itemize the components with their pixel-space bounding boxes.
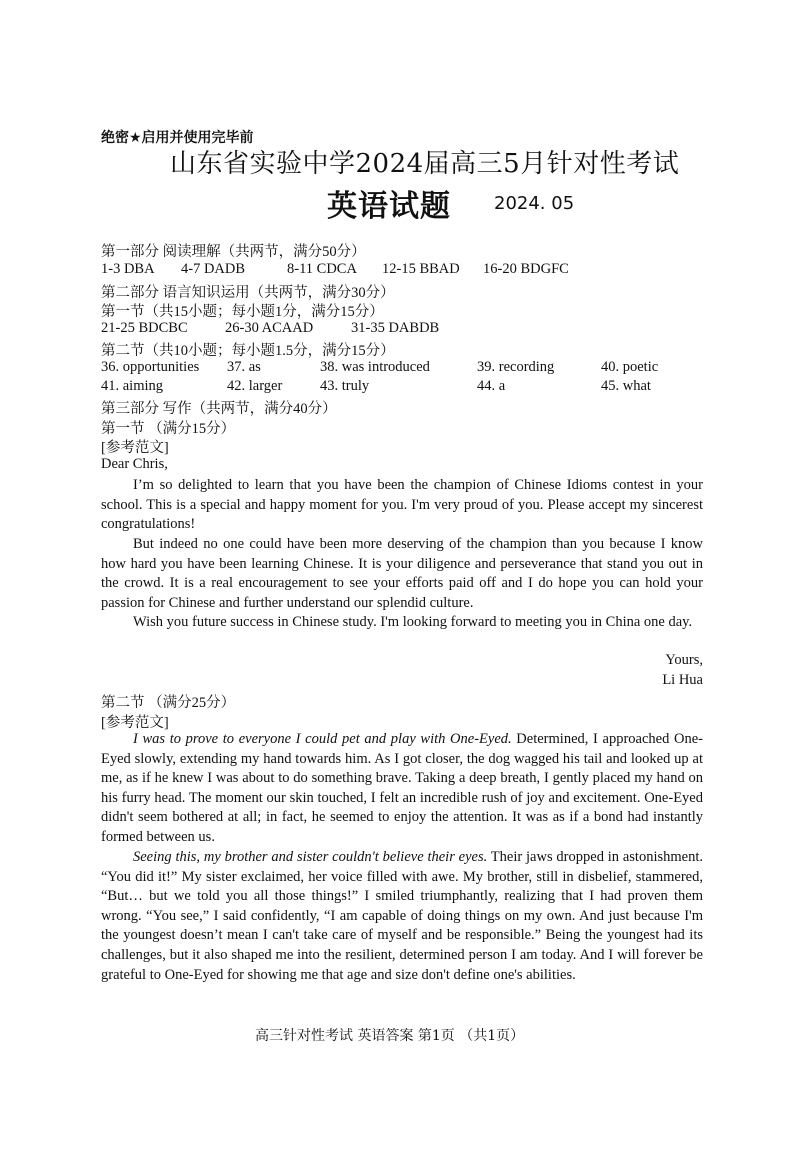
answer-item: 42. larger: [227, 378, 283, 394]
exam-date: 2024. 05: [494, 193, 575, 214]
part1-heading: 第一部分 阅读理解（共两节，满分50分）: [101, 244, 366, 260]
part3-section2-heading: 第二节 （满分25分）: [101, 695, 236, 711]
story-paragraph: [101, 848, 703, 985]
answer-item: 36. opportunities: [101, 359, 200, 375]
answer-group: 21-25 BDCBC: [101, 320, 188, 336]
letter-paragraph: I’m so delighted to learn that you have been the champion of Chinese Idioms contest in your school. This is a special and happy moment for you. I'm very proud of you. Please accept my sincerest congratulations!: [101, 477, 703, 533]
part2-heading: 第二部分 语言知识运用（共两节，满分30分）: [101, 285, 395, 301]
letter-closing: Yours,: [665, 652, 703, 668]
answer-group: 26-30 ACAAD: [225, 320, 314, 336]
answer-item: 40. poetic: [601, 359, 659, 375]
story-lead-sentence: Seeing this, my brother and sister couldn't believe their eyes.: [133, 849, 488, 865]
answer-group: 1-3 DBA: [101, 261, 155, 277]
answer-item: 43. truly: [320, 378, 370, 394]
part2-section2-heading: 第二节（共10小题；每小题1.5分，满分15分）: [101, 343, 395, 359]
answer-group: 12-15 BBAD: [382, 261, 460, 277]
answer-group: 8-11 CDCA: [287, 261, 357, 277]
story-body: Their jaws dropped in astonishment. “You did it!” My sister exclaimed, her voice filled with awe. My brother, still in disbelief, stammered, “But… but we told you all those things!” I smiled triumphantly, realizing that I had proven them wrong. “You see,” I said confidently, “I am capable of doing things on my own. And just because I'm the youngest doesn’t mean I can't take care of myself and be responsible.” Being the youngest had its challenges, but it also shaped me into the resilient, determined person I am today. And I will forever be grateful to One-Eyed for showing me that age and size don't define one's abilities.: [101, 849, 704, 983]
sample-essay-label: [参考范文]: [101, 440, 169, 456]
answer-group: 4-7 DADB: [181, 261, 246, 277]
letter-paragraph: But indeed no one could have been more deserving of the champion than you because I know how hard you have been learning Chinese. It is your diligence and perseverance that stand you out in the crowd. It is a real encouragement to see your efforts paid off and I do hope you can hold your passion for Chinese and further understand our splendid culture.: [101, 536, 703, 611]
story-lead-sentence: I was to prove to everyone I could pet and play with One-Eyed.: [133, 731, 512, 747]
part2-section1-heading: 第一节（共15小题；每小题1分，满分15分）: [101, 304, 384, 320]
story-body: Determined, I approached One-Eyed slowly, extending my hand towards him. As I got closer, the dog wagged his tail and looked up at me, as if he knew I was about to do something brave. Taking a deep breath, I gently placed my hand on his furry head. The moment our skin touched, I felt an incredible rush of joy and excitement. One-Eyed didn't seem bothered at all; in fact, he seemed to enjoy the attention. It was as if a bond had instantly formed between us.: [101, 731, 703, 845]
letter-greeting: Dear Chris,: [101, 456, 168, 472]
part3-heading: 第三部分 写作（共两节，满分40分）: [101, 401, 337, 417]
answer-item: 44. a: [477, 378, 506, 394]
answer-item: 38. was introduced: [320, 359, 430, 375]
answer-item: 45. what: [601, 378, 651, 394]
story-paragraph: [101, 730, 703, 848]
exam-subtitle: 英语试题: [327, 189, 451, 224]
answer-item: 37. as: [227, 359, 261, 375]
answer-item: 41. aiming: [101, 378, 164, 394]
answer-group: 31-35 DABDB: [351, 320, 440, 336]
answer-item: 39. recording: [477, 359, 555, 375]
answer-group: 16-20 BDGFC: [483, 261, 569, 277]
exam-title: 山东省实验中学2024届高三5月针对性考试: [170, 149, 680, 179]
sample-essay-label: [参考范文]: [101, 715, 169, 731]
letter-signature: Li Hua: [662, 672, 703, 688]
part3-section1-heading: 第一节 （满分15分）: [101, 421, 236, 437]
confidential-notice: 绝密★启用并使用完毕前: [101, 130, 254, 146]
letter-paragraph: Wish you future success in Chinese study. I'm looking forward to meeting you in China one day.: [133, 614, 693, 630]
page-footer: 高三针对性考试 英语答案 第1页 （共1页）: [255, 1028, 525, 1044]
